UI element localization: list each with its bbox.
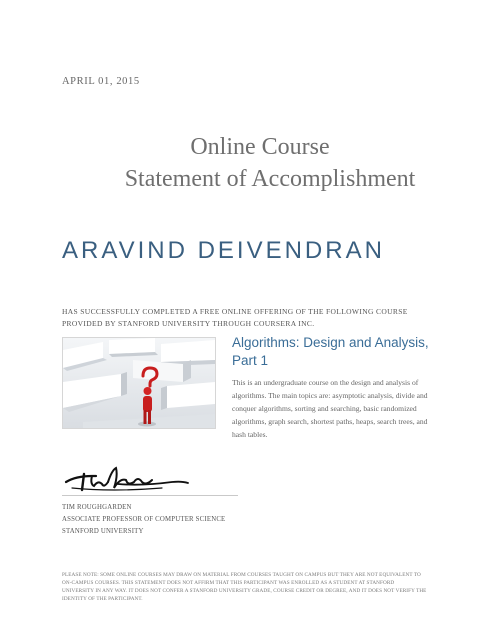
- maze-question-mark-icon: [63, 338, 215, 428]
- course-title-line-1: Algorithms: Design and Analysis,: [232, 335, 429, 350]
- course-description-line: conquer algorithms, sorting and searching, basic randomized: [232, 404, 417, 413]
- signatory-institution: STANFORD UNIVERSITY: [62, 528, 144, 535]
- course-description-line: algorithms. The main topics are: asymptotic analysis, divide and: [232, 391, 428, 400]
- course-image: [62, 337, 216, 429]
- signature: [62, 462, 192, 496]
- recipient-name: ARAVIND DEIVENDRAN: [62, 237, 385, 264]
- certificate-title-line-2: Statement of Accomplishment: [124, 166, 416, 192]
- certificate-title-line-1: Online Course: [190, 134, 330, 160]
- course-description-line: algorithms, graph search, shortest paths, heaps, search trees, and: [232, 417, 428, 426]
- course-description-line: This is an undergraduate course on the design and analysis of: [232, 378, 419, 387]
- disclaimer-line: ON-CAMPUS COURSES. THIS STATEMENT DOES NOT AFFIRM THAT THIS PARTICIPANT WAS ENROLLED AS A STUDENT AT STANFORD: [62, 580, 395, 586]
- completion-statement-line-2: PROVIDED BY STANFORD UNIVERSITY THROUGH COURSERA INC.: [62, 319, 315, 328]
- course-description-line: hash tables.: [232, 430, 268, 439]
- signature-line: [62, 495, 238, 496]
- course-title-line-2: Part 1: [232, 353, 269, 368]
- signatory-position: ASSOCIATE PROFESSOR OF COMPUTER SCIENCE: [62, 516, 226, 523]
- completion-statement-line-1: HAS SUCCESSFULLY COMPLETED A FREE ONLINE OFFERING OF THE FOLLOWING COURSE: [62, 307, 408, 316]
- disclaimer-line: PLEASE NOTE: SOME ONLINE COURSES MAY DRAW ON MATERIAL FROM COURSES TAUGHT ON CAMPUS BUT THEY ARE NOT EQUIVALENT TO: [62, 572, 421, 578]
- signature-icon: [62, 462, 192, 496]
- issue-date: APRIL 01, 2015: [62, 76, 140, 87]
- disclaimer-line: IDENTITY OF THE PARTICIPANT.: [62, 596, 143, 602]
- signatory-name: TIM ROUGHGARDEN: [62, 504, 132, 511]
- disclaimer-line: UNIVERSITY IN ANY WAY. IT DOES NOT CONFER A STANFORD UNIVERSITY GRADE, COURSE CREDIT OR DEGREE, AND IT DOES NOT VERIFY THE: [62, 588, 427, 594]
